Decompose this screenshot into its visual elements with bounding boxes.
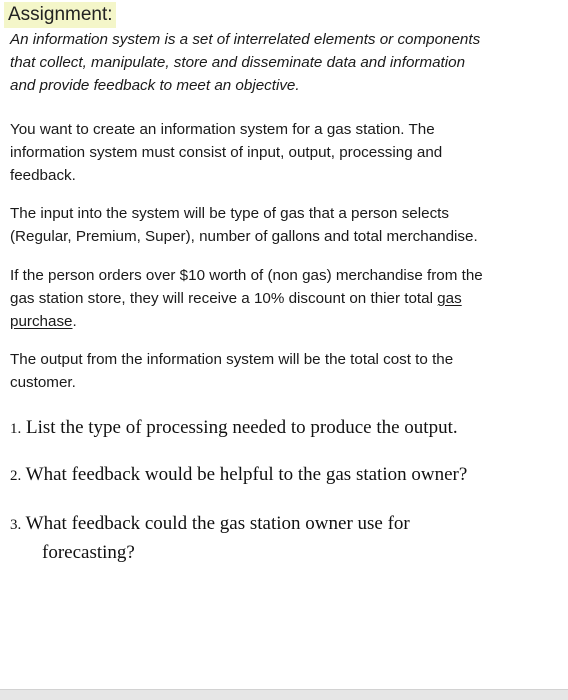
scenario-line-3: feedback.	[10, 167, 76, 184]
discount-line-2: gas station store, they will receive a 10% discount on thier total	[10, 290, 438, 307]
output-line-1: The output from the information system will be the total cost to the	[10, 351, 454, 368]
discount-purchase-underlined: purchase	[10, 313, 73, 330]
scenario-paragraph	[10, 118, 558, 187]
definition-line-1: An information system is a set of interrelated elements or components	[10, 31, 481, 48]
definition-line-3: and provide feedback to meet an objective.	[10, 77, 300, 94]
discount-gas-underlined: gas	[437, 290, 462, 307]
question-1-text: List the type of processing needed to produce the output.	[26, 417, 458, 438]
discount-paragraph	[10, 264, 558, 333]
input-paragraph	[10, 202, 558, 248]
input-line-2: (Regular, Premium, Super), number of gallons and total merchandise.	[10, 228, 478, 245]
question-3-number: 3.	[10, 517, 22, 533]
question-3	[10, 510, 558, 567]
input-line-1: The input into the system will be type of gas that a person selects	[10, 205, 449, 222]
output-paragraph	[10, 348, 558, 394]
bottom-scroll-edge	[0, 689, 568, 700]
output-line-2: customer.	[10, 374, 76, 391]
question-1	[10, 414, 558, 443]
question-3-line-1: What feedback could the gas station owner use for	[25, 513, 410, 534]
scenario-line-1: You want to create an information system for a gas station. The	[10, 121, 435, 138]
discount-line-1: If the person orders over $10 worth of (non gas) merchandise from the	[10, 267, 483, 284]
definition-line-2: that collect, manipulate, store and disseminate data and information	[10, 54, 466, 71]
question-2-text: What feedback would be helpful to the gas station owner?	[25, 464, 468, 485]
discount-line-3-period: .	[72, 313, 77, 330]
question-2-number: 2.	[10, 468, 22, 484]
question-3-line-2: forecasting?	[42, 542, 135, 563]
question-1-number: 1.	[10, 421, 22, 437]
scenario-line-2: information system must consist of input, output, processing and	[10, 144, 443, 161]
question-2	[10, 461, 558, 490]
definition-paragraph	[10, 28, 558, 97]
assignment-heading: Assignment:	[4, 2, 116, 28]
